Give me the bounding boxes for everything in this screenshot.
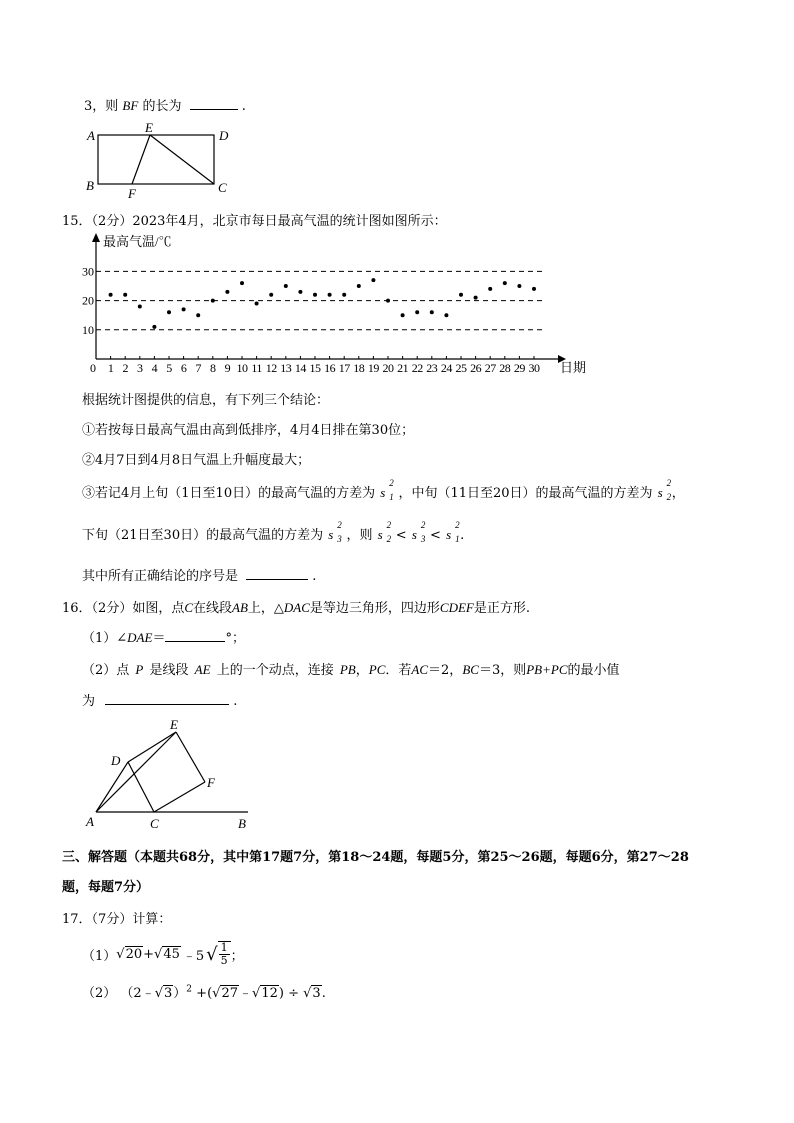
- x-tick-label-16: 16: [324, 361, 336, 375]
- q16-p2-i: 为: [82, 694, 96, 709]
- q16-var-cdef: CDEF: [439, 600, 474, 615]
- q16-p2-e: ．若: [385, 663, 412, 678]
- q14-var-bf: BF: [122, 98, 139, 113]
- data-point-day-28: [503, 281, 507, 285]
- q16-p2-f: ＝2，: [428, 663, 463, 678]
- q16-p1-b: ＝: [152, 631, 166, 646]
- radicand-3: 3: [164, 986, 173, 1001]
- paren-close: ）: [173, 986, 187, 1001]
- q16-stem: [62, 597, 530, 616]
- segment-fc: [154, 782, 205, 812]
- radicand-45: 45: [163, 947, 180, 962]
- x-tick-label-20: 20: [382, 361, 394, 375]
- x-tick-label-6: 6: [180, 361, 187, 375]
- x-tick-label-30: 30: [528, 361, 540, 375]
- x-tick-label-26: 26: [470, 361, 482, 375]
- sqrt-27: √27: [212, 986, 238, 1001]
- var-s1-sq-b: [446, 520, 460, 544]
- q14-answer-blank[interactable]: [190, 95, 238, 110]
- q15-conclusion-2: ②4月7日到4月8日气温上升幅度最大；: [82, 453, 311, 468]
- s-sub: 2: [386, 534, 392, 544]
- q14-rectangle-figure: [82, 118, 242, 200]
- data-point-day-21: [401, 313, 405, 317]
- s-sub: 3: [420, 534, 426, 544]
- s-base: s: [377, 527, 383, 542]
- x-tick-label-2: 2: [122, 361, 128, 375]
- q16-part2: [82, 659, 620, 678]
- lt-sign-1: <: [395, 528, 407, 543]
- q17-part2: [82, 982, 326, 1001]
- q15-answer-blank[interactable]: [246, 565, 308, 580]
- label-a: A: [87, 128, 95, 143]
- y-tick-label-20: 20: [82, 293, 94, 308]
- data-point-day-5: [167, 310, 171, 314]
- sqrt-3: √3: [154, 986, 173, 1001]
- q15-intro: 根据统计图提供的信息，有下列三个结论：: [82, 393, 330, 408]
- label-d: D: [111, 753, 121, 768]
- x-tick-label-25: 25: [455, 361, 467, 375]
- s-sup: 2: [420, 520, 426, 530]
- data-point-day-6: [182, 307, 186, 311]
- q16-var-pc: PC: [368, 662, 386, 677]
- s-sub: 1: [389, 492, 394, 502]
- q15-stem: 15．（2分）2023年4月，北京市每日最高气温的统计图如图所示：: [62, 214, 447, 229]
- s-sup: 2: [389, 478, 394, 488]
- x-tick-label-4: 4: [151, 361, 158, 375]
- q16-stem-c: 上，△: [247, 601, 284, 616]
- q17-part1: [82, 938, 244, 970]
- s-sup: 2: [455, 520, 460, 530]
- data-point-day-23: [430, 310, 434, 314]
- q16-end: .: [233, 694, 238, 709]
- data-point-day-26: [474, 296, 478, 300]
- q14-tail: [84, 95, 246, 114]
- q16-part1: [82, 627, 245, 646]
- radicand-27: 27: [221, 986, 238, 1001]
- label-c: C: [150, 816, 159, 831]
- q16-var-ae: AE: [194, 662, 211, 677]
- x-tick-label-28: 28: [499, 361, 511, 375]
- segment-ae: [96, 732, 176, 812]
- q14-suffix: 的长为: [142, 99, 182, 114]
- data-point-day-9: [225, 290, 229, 294]
- frac-den: 5: [220, 954, 228, 967]
- x-axis-label: 日期: [560, 360, 587, 375]
- data-point-day-4: [152, 325, 156, 329]
- var-s3-sq: [328, 520, 342, 544]
- s-sub: 2: [666, 492, 672, 502]
- q16-square-triangle-figure: [82, 716, 262, 834]
- radicand-20: 20: [125, 947, 143, 962]
- label-f: F: [207, 775, 215, 790]
- q15-conclusion-3-cont: 下旬（21日至30日）的最高气温的方差为 s 2 3 ，则 s 2 2 < s 2 3 < s 2 1 .: [82, 520, 465, 544]
- x-tick-label-7: 7: [195, 361, 201, 375]
- q16-var-p: P: [135, 662, 144, 677]
- q16-var-pb-pc: PB+PC: [526, 662, 568, 677]
- q16-part2-cont: [82, 690, 237, 709]
- data-point-day-8: [211, 299, 215, 303]
- q16-part1-blank[interactable]: [165, 627, 225, 642]
- label-a: A: [86, 814, 94, 829]
- sqrt-45: √45: [154, 947, 180, 962]
- x-tick-label-1: 1: [107, 361, 114, 375]
- var-s2-sq: [657, 478, 672, 502]
- var-s2-sq-b: [377, 520, 392, 544]
- s-base: s: [380, 485, 386, 500]
- data-point-day-13: [284, 284, 288, 288]
- q16-var-dac: DAC: [283, 600, 310, 615]
- x-tick-label-18: 18: [353, 361, 365, 375]
- x-tick-label-11: 11: [251, 361, 262, 375]
- data-point-day-12: [269, 293, 273, 297]
- s-base: s: [411, 527, 417, 542]
- x-tick-label-17: 17: [338, 361, 350, 375]
- q16-p2-d: ，: [355, 663, 369, 678]
- q16-stem-e: 是正方形.: [473, 601, 531, 616]
- data-point-day-14: [298, 290, 302, 294]
- y-tick-label-10: 10: [82, 322, 94, 337]
- data-point-day-7: [196, 313, 200, 317]
- plus-sign-2: +: [196, 986, 208, 1001]
- radicand-12: 12: [261, 986, 278, 1001]
- period: .: [321, 986, 326, 1001]
- q16-p1-a: （1）∠: [82, 631, 128, 646]
- y-axis-label: 最高气温/℃: [103, 234, 172, 249]
- lparen: (: [207, 986, 213, 1001]
- data-point-day-1: [109, 293, 113, 297]
- label-b: B: [86, 178, 94, 193]
- segment-de: [128, 732, 176, 762]
- x-tick-label-21: 21: [397, 361, 409, 375]
- segment-ec: [150, 135, 214, 184]
- q16-p2-g: ＝3，则: [478, 663, 527, 678]
- data-point-day-17: [342, 293, 346, 297]
- q16-p2-a: （2）点: [82, 663, 130, 678]
- label-f: F: [128, 186, 136, 201]
- label-b: B: [238, 816, 246, 831]
- rparen: ): [278, 986, 284, 1001]
- sqrt-12: √12: [252, 986, 278, 1001]
- frac-num: 1: [220, 941, 228, 954]
- semicolon: ；: [230, 948, 244, 964]
- s-base: s: [446, 527, 452, 542]
- data-point-day-15: [313, 293, 317, 297]
- s-sup: 2: [386, 520, 392, 530]
- q16-var-ab: AB: [232, 600, 248, 615]
- x-tick-label-29: 29: [513, 361, 525, 375]
- label-e: E: [145, 120, 153, 135]
- x-tick-label-24: 24: [440, 361, 452, 375]
- label-e: E: [170, 717, 178, 732]
- x-tick-label-3: 3: [137, 361, 143, 375]
- q15-ask: [82, 565, 316, 584]
- label-d: D: [219, 128, 229, 143]
- q16-p1-c: °；: [225, 631, 245, 646]
- q17-stem: 17．（7分）计算：: [62, 912, 172, 927]
- q16-part2-blank[interactable]: [105, 690, 229, 705]
- rect-abcd: [98, 135, 214, 184]
- segment-ef: [176, 732, 205, 782]
- q14-end: .: [241, 99, 246, 114]
- divide-sign: ÷: [288, 986, 299, 1001]
- q16-var-bc: BC: [462, 662, 479, 677]
- data-point-day-27: [488, 287, 492, 291]
- q16-var-pb: PB: [339, 662, 356, 677]
- data-point-day-2: [123, 293, 127, 297]
- q16-var-c: C: [184, 600, 193, 615]
- q16-stem-b: 在线段: [193, 601, 233, 616]
- segment-ad: [96, 762, 128, 812]
- x-tick-label-22: 22: [411, 361, 423, 375]
- var-s1-sq: [380, 478, 394, 502]
- data-point-day-11: [255, 302, 259, 306]
- data-point-day-30: [532, 287, 536, 291]
- q16-p2-c: 上的一个动点，连接: [216, 663, 334, 678]
- x-tick-label-10: 10: [236, 361, 248, 375]
- origin-label: 0: [90, 361, 96, 375]
- q15-c4-text-b: ，则: [346, 528, 373, 543]
- label-c: C: [218, 180, 227, 195]
- x-tick-label-19: 19: [367, 361, 379, 375]
- s-base: s: [328, 527, 334, 542]
- s-sup: 2: [666, 478, 672, 488]
- data-point-day-25: [459, 293, 463, 297]
- q15-conclusion-3: ③若记4月上旬（1日至10日）的最高气温的方差为 s 2 1 ，中旬（11日至20日）的最高气温的方差为 s 2 2 ，: [82, 478, 685, 502]
- data-point-day-3: [138, 304, 142, 308]
- x-tick-label-13: 13: [280, 361, 292, 375]
- q15-conclusion-1: ①若按每日最高气温由高到低排序，4月4日排在第30位；: [82, 423, 415, 438]
- exponent-2: 2: [186, 984, 193, 995]
- s-sub: 1: [455, 534, 460, 544]
- data-point-day-19: [371, 278, 375, 282]
- q14-prefix: 3，则: [84, 99, 119, 114]
- s-sup: 2: [337, 520, 342, 530]
- minus-sign: ﹣: [239, 986, 253, 1001]
- data-point-day-24: [444, 313, 448, 317]
- lt-sign-2: <: [430, 528, 441, 543]
- x-tick-label-27: 27: [484, 361, 496, 375]
- s-base: s: [657, 485, 663, 500]
- data-point-day-29: [517, 284, 521, 288]
- q17-p2-label: （2）: [82, 986, 117, 1001]
- data-point-day-16: [328, 293, 332, 297]
- q16-var-ac: AC: [411, 662, 429, 677]
- q16-p2-h: 的最小值: [567, 663, 620, 678]
- x-tick-label-15: 15: [309, 361, 321, 375]
- segment-ef: [132, 135, 150, 184]
- x-tick-label-9: 9: [224, 361, 231, 375]
- paren-open: （2﹣: [120, 986, 155, 1001]
- q17-p1-label: （1）: [82, 948, 117, 964]
- q16-var-dae: DAE: [127, 630, 153, 645]
- q15-c3-text-b: ，中旬（11日至20日）的最高气温的方差为: [398, 486, 653, 501]
- data-point-day-10: [240, 281, 244, 285]
- y-axis-arrow: [92, 233, 100, 242]
- q15-ask-text: 其中所有正确结论的序号是: [82, 569, 239, 584]
- x-tick-label-14: 14: [294, 361, 306, 375]
- q16-p2-b: 是线段: [149, 663, 189, 678]
- fraction-one-fifth: [218, 941, 231, 967]
- data-point-day-18: [357, 284, 361, 288]
- plus-sign: +: [143, 946, 155, 962]
- x-tick-label-23: 23: [426, 361, 438, 375]
- section3-heading-line2: 题，每题7分）: [62, 880, 150, 895]
- x-tick-label-12: 12: [265, 361, 277, 375]
- temperature-scatter-chart: [80, 230, 587, 378]
- segment-dc: [128, 762, 154, 812]
- sqrt-one-fifth: √ $\frac{1}{5}$: [206, 941, 230, 967]
- q16-stem-a: 16．（2分）如图，点: [62, 601, 185, 616]
- data-point-day-20: [386, 299, 390, 303]
- q15-c3-text-a: ③若记4月上旬（1日至10日）的最高气温的方差为: [82, 486, 376, 501]
- q15-c4-text-a: 下旬（21日至30日）的最高气温的方差为: [82, 528, 324, 543]
- minus-five: ﹣5: [182, 948, 205, 964]
- radicand-3-b: 3: [312, 986, 321, 1001]
- x-tick-label-5: 5: [166, 361, 172, 375]
- data-point-day-22: [415, 310, 419, 314]
- sqrt-20: √20: [116, 947, 143, 962]
- x-tick-label-8: 8: [210, 361, 216, 375]
- q15-end: .: [312, 569, 317, 584]
- var-s3-sq-b: [411, 520, 426, 544]
- s-sub: 3: [337, 534, 342, 544]
- q16-stem-d: 是等边三角形，四边形: [309, 601, 440, 616]
- section3-heading-line1: 三、解答题（本题共68分，其中第17题7分，第18～24题，每题5分，第25～26题，每题6分，第27～28: [62, 850, 689, 865]
- sqrt-3-b: √3: [303, 986, 321, 1001]
- y-tick-label-30: 30: [82, 264, 94, 279]
